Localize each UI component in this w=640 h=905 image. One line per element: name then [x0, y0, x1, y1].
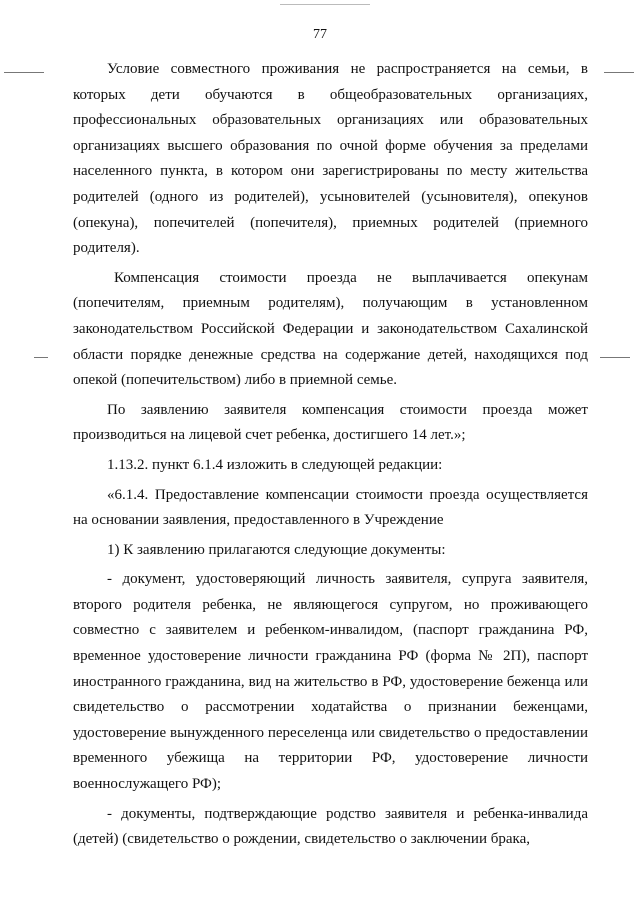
- paragraph-kinship-documents: - документы, подтверждающие родство заявителя и ребенка-инвалида (детей) (свидетельство о рождении, свидетельство о заключении брака,: [73, 805, 588, 848]
- paragraph-identity-document: - документ, удостоверяющий личность заявителя, супруга заявителя, второго родителя ребенка, не являющегося супругом, но проживающего совместно с заявителем и ребенком-инвалидом, (паспорт гражданина РФ, временное удостоверение личности гражданина РФ (форма № 2П), паспорт иностранного гражданина, вид на жительство в РФ, удостоверение беженца или свидетельство о рассмотрении ходатайства о признании беженцами, удостоверение вынужденного переселенца или свидетельство о предоставлении временного убежища на территории РФ, удостоверение личности военнослужащего РФ);: [73, 571, 588, 793]
- paragraph-personal-account: По заявлению заявителя компенсация стоимости проезда может производиться на лицевой счет ребенка, достигшего 14 лет.»;: [73, 401, 588, 444]
- page-number: 77: [313, 27, 327, 42]
- document-body: [73, 57, 588, 857]
- paragraph-compensation-not-paid: Компенсация стоимости проезда не выплачивается опекунам (попечителям, приемным родителям), получающим в установленном законодательством Российской Федерации и законодательством Сахалинской области порядке денежные средства на содержание детей, находящихся под опекой (попечительством) либо в приемной семье.: [73, 269, 588, 389]
- scan-speck: [604, 72, 634, 73]
- paragraph-documents-intro: 1) К заявлению прилагаются следующие документы:: [107, 541, 446, 558]
- scan-speck: [600, 357, 630, 358]
- paragraph-cohabitation-condition: Условие совместного проживания не распространяется на семьи, в которых дети обучаются в общеобразовательных организациях, профессиональных образовательных организациях или образовательных организациях высшего образования по очной форме обучения за пределами населенного пункта, в котором они зарегистрированы по месту жительства родителей (одного из родителей), усыновителей (усыновителя), опекунов (опекуна), попечителей (попечителя), приемных родителей (приемного родителя).: [73, 61, 588, 257]
- scan-speck: [34, 357, 48, 358]
- paragraph-clause-6-1-4: «6.1.4. Предоставление компенсации стоимости проезда осуществляется на основании заявления, предоставленного в Учреждение: [73, 486, 588, 529]
- scan-speck: [4, 72, 44, 73]
- paragraph-clause-1-13-2: 1.13.2. пункт 6.1.4 изложить в следующей редакции:: [107, 456, 443, 473]
- scan-speck: [280, 4, 370, 5]
